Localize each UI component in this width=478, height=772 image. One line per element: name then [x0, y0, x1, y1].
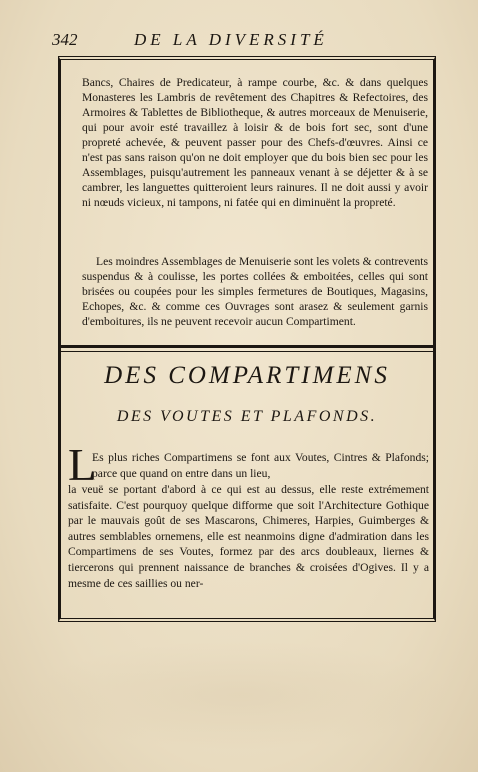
- section-title: DES COMPARTIMENS: [104, 362, 390, 389]
- page-header: [52, 28, 442, 52]
- section-divider-thick: [58, 345, 436, 348]
- section-subtitle: DES VOUTES ET PLAFONDS.: [116, 408, 378, 425]
- drop-cap: L: [68, 439, 97, 490]
- paper-stain: [30, 640, 450, 750]
- page-number: 342: [52, 30, 78, 49]
- section-divider-thin: [58, 351, 436, 352]
- paragraph-2: Les moindres Assemblages de Menuiserie sont les volets & contrevents suspendus & à coulisse, les portes collées & emboitées, celles qui sont brisées ou coupées pour les simples fermetures de Boutiques, Magasins, Echopes, &c. & comme ces Ouvrages sont arasez & seulement garnis d'emboitures, ils ne peuvent recevoir aucun Compartiment.: [82, 255, 428, 328]
- running-head: DE LA DIVERSITÉ: [134, 30, 328, 49]
- paragraph-1: Bancs, Chaires de Predicateur, à rampe courbe, &c. & dans quelques Monasteres les Lambris de revêtement des Chapitres & Refectoires, des Armoires & Tablettes de Bibliotheque, & autres morceaux de Menuiserie, qui pour avoir esté travaillez à loisir & de bois fort sec, sont d'une propreté achevée, & peuvent passer pour des Chefs-d'œuvres. Ainsi ce n'est pas sans raison qu'on ne doit employer que du bois bien sec pour les Assemblages, puisqu'autrement les panneaux venant à se déjetter & à se cambrer, les languettes quitteroient leurs rainures. Il ne doit aussi y avoir ni nœuds vicieux, ni tampons, ni fatée qui en diminuënt la propreté.: [82, 76, 428, 209]
- paragraph-3-continued: la veuë se portant d'abord à ce qui est au dessus, elle reste extrémement satisfaite. C'est pourquoy quelque difforme que soit l'Architecture Gothique par le mauvais goût de ses Mascarons, Chimeres, Harpies, Guimberges & autres semblables ornemens, elle est neanmoins digne d'admiration dans les Compartimens de ses Voutes, formez par des arcs doubleaux, liernes & tiercerons qui prennent naissance de branches & croisées d'Ogives. Il y a mesme de ces saillies ou ner-: [68, 483, 429, 590]
- paragraph-3-first-lines: Es plus riches Compartimens se font aux Voutes, Cintres & Plafonds; parce que quand on entre dans un lieu,: [92, 451, 429, 480]
